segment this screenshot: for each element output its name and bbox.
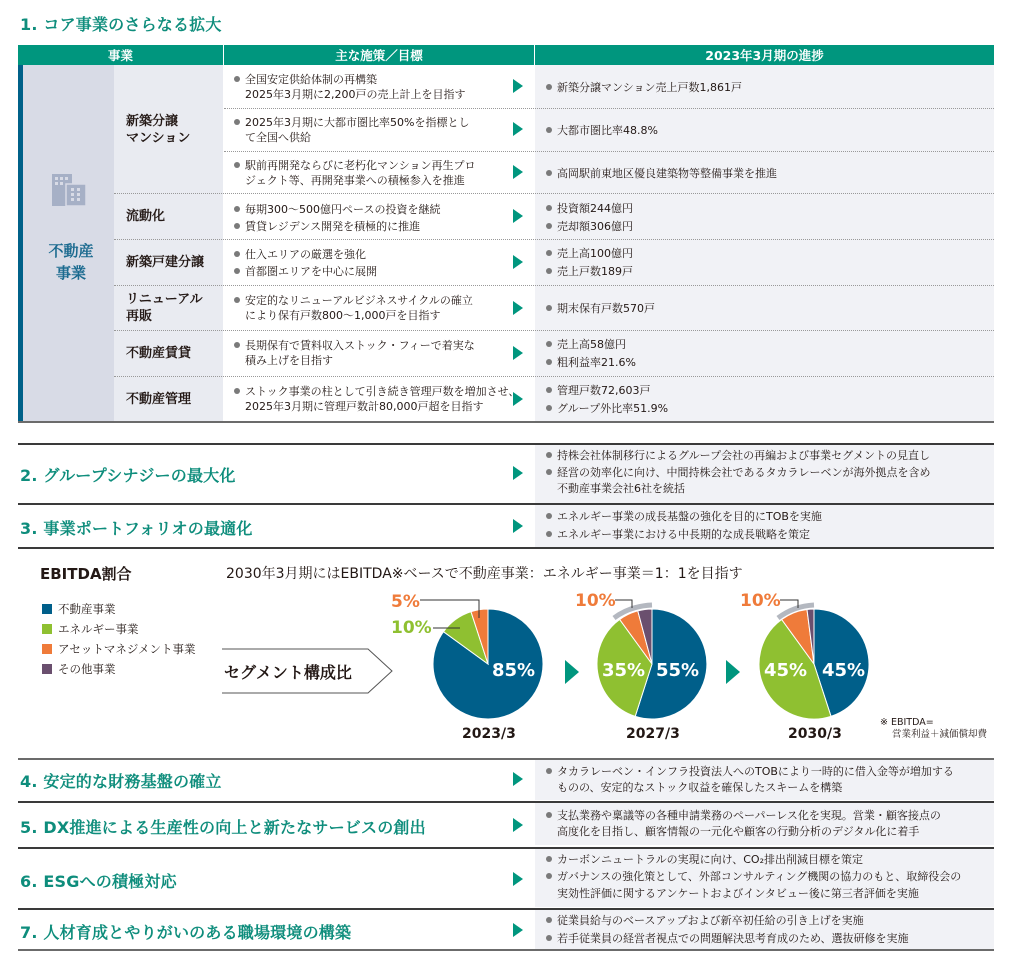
pie-label: 55% bbox=[656, 660, 700, 681]
ebitda-goal: 2030年3月期にはEBITDA※ベースで不動産事業：エネルギー事業＝1：1を目指す bbox=[226, 566, 743, 582]
header-measures: 主な施策／目標 bbox=[224, 45, 534, 65]
progress-item: 新築分譲マンション売上戸数1,861戸 bbox=[546, 80, 742, 95]
row-divider bbox=[114, 193, 994, 194]
row-divider bbox=[224, 108, 994, 109]
sub-label-liquidation: 流動化 bbox=[126, 209, 166, 224]
row-divider bbox=[114, 285, 994, 286]
legend-asset-management: アセットマネジメント事業 bbox=[42, 641, 196, 657]
progress-item: 期末保有戸数570戸 bbox=[546, 301, 655, 316]
leader-lines bbox=[777, 590, 827, 620]
row-divider bbox=[114, 330, 994, 331]
section-4-bullets: タカラレーベン・インフラ投資法人へのTOBにより一時的に借入金等が増加する ものの、安定的なストック収益を確保したスキームを構築 bbox=[546, 764, 954, 796]
arrow-right-icon bbox=[513, 923, 523, 937]
row-divider bbox=[114, 376, 994, 377]
arrow-right-icon bbox=[513, 466, 523, 480]
section-5-title: 5. DX推進による生産性の向上と新たなサービスの創出 bbox=[20, 818, 426, 837]
building-icon bbox=[52, 174, 88, 206]
arrow-right-icon bbox=[513, 818, 523, 832]
progress-item: 売上高100億円 売上戸数189戸 bbox=[546, 245, 633, 281]
pie-year-label: 2027/3 bbox=[626, 726, 680, 742]
arrow-right-icon bbox=[513, 346, 523, 360]
sub-label-detached-house: 新築戸建分譲 bbox=[126, 255, 205, 270]
measure-item: 毎期300～500億円ペースの投資を継続 賃貸レジデンス開発を積極的に推進 bbox=[234, 201, 440, 235]
arrow-right-icon bbox=[513, 255, 523, 269]
legend-real-estate: 不動産事業 bbox=[42, 601, 116, 617]
measure-item: ストック事業の柱として引き続き管理戸数を増加させ、 2025年3月期に管理戸数計80,000戸超を目指す bbox=[234, 384, 519, 414]
row-divider bbox=[114, 239, 994, 240]
measure-item: 安定的なリニューアルビジネスサイクルの確立 により保有戸数800～1,000戸を目指す bbox=[234, 293, 473, 323]
section-2-bullets: 持株会社体制移行によるグループ会社の再編および事業セグメントの見直し 経営の効率化に向け、中間持株会社であるタカラレーベンが海外拠点を含め 不動産事業会社6社を統括 bbox=[546, 448, 931, 498]
arrow-right-icon bbox=[513, 209, 523, 223]
sub-label-new-condo: 新築分譲 マンション bbox=[126, 114, 191, 146]
sub-label-management: 不動産管理 bbox=[126, 392, 192, 407]
arrow-right-icon bbox=[513, 772, 523, 786]
measure-item: 2025年3月期に大都市圏比率50%を指標とし て全国へ供給 bbox=[234, 115, 469, 145]
arrow-right-icon bbox=[513, 519, 523, 533]
pie-label: 10% bbox=[575, 591, 616, 611]
pie-year-label: 2030/3 bbox=[788, 726, 842, 742]
sub-label-leasing: 不動産賃貸 bbox=[126, 346, 192, 361]
arrow-right-icon bbox=[513, 392, 523, 406]
arrow-right-icon bbox=[513, 872, 523, 886]
pie-year-label: 2023/3 bbox=[462, 726, 516, 742]
legend-swatch bbox=[42, 644, 52, 654]
section-7-bullets: 従業員給与のベースアップおよび新卒初任給の引き上げを実施 若手従業員の経営者視点での問題解決思考育成のため、選抜研修を実施 bbox=[546, 912, 909, 948]
section-divider bbox=[18, 547, 994, 549]
ebitda-title: EBITDA割合 bbox=[40, 565, 132, 583]
measure-item: 仕入エリアの厳選を強化 首都圏エリアを中心に展開 bbox=[234, 246, 377, 280]
measure-item: 全国安定供給体制の再構築 2025年3月期に2,200戸の売上計上を目指す bbox=[234, 72, 465, 102]
measure-item: 長期保有で賃料収入ストック・フィーで着実な 積み上げを目指す bbox=[234, 338, 475, 368]
pie-label: 45% bbox=[822, 660, 866, 681]
arrow-right-icon bbox=[513, 79, 523, 93]
section-7-title: 7. 人材育成とやりがいのある職場環境の構築 bbox=[20, 923, 352, 942]
leader-lines bbox=[380, 590, 500, 650]
measure-item: 駅前再開発ならびに老朽化マンション再生プロ ジェクト等、再開発事業への積極参入を推進 bbox=[234, 158, 476, 188]
section-4-title: 4. 安定的な財務基盤の確立 bbox=[20, 772, 222, 791]
section-5-bullets: 支払業務や稟議等の各種申請業務のペーパーレス化を実現。営業・顧客接点の 高度化を目指し、顧客情報の一元化や顧客の行動分析のデジタル化に着手 bbox=[546, 808, 941, 840]
arrow-right-icon bbox=[513, 165, 523, 179]
pie-label: 35% bbox=[602, 660, 646, 681]
section-2-title: 2. グループシナジーの最大化 bbox=[20, 466, 236, 485]
progress-item: 投資額244億円 売却額306億円 bbox=[546, 200, 633, 236]
pie-label: 5% bbox=[391, 592, 420, 612]
legend-energy: エネルギー事業 bbox=[42, 621, 139, 637]
legend-other: その他事業 bbox=[42, 661, 116, 677]
pie-label: 45% bbox=[764, 660, 808, 681]
progress-item: 管理戸数72,603戸 グループ外比率51.9% bbox=[546, 382, 668, 418]
section-3-title: 3. 事業ポートフォリオの最適化 bbox=[20, 519, 253, 538]
pie-label: 85% bbox=[492, 660, 536, 681]
legend-swatch bbox=[42, 604, 52, 614]
header-business: 事業 bbox=[18, 45, 223, 65]
business-accent-bar bbox=[18, 65, 23, 422]
section-3-bullets: エネルギー事業の成長基盤の強化を目的にTOBを実施 エネルギー事業における中長期的な成長戦略を策定 bbox=[546, 508, 822, 544]
segment-ratio-label: セグメント構成比 bbox=[224, 663, 352, 682]
section-6-bullets: カーボンニュートラルの実現に向け、CO₂排出削減目標を策定 ガバナンスの強化策として、外部コンサルティング機関の協力のもと、取締役会の 実効性評価に関するアンケートおよびインタビュー後に第三者評価を実施 bbox=[546, 851, 961, 902]
pie-label: 10% bbox=[740, 591, 781, 611]
legend-swatch bbox=[42, 624, 52, 634]
legend-swatch bbox=[42, 664, 52, 674]
sub-label-renewal-resale: リニューアル 再販 bbox=[126, 292, 203, 324]
business-name: 不動産 事業 bbox=[48, 242, 94, 282]
progress-item: 大都市圏比率48.8% bbox=[546, 123, 658, 138]
table-bottom-rule bbox=[18, 421, 994, 423]
section-6-title: 6. ESGへの積極対応 bbox=[20, 872, 177, 891]
row-divider bbox=[224, 151, 994, 152]
arrow-right-icon bbox=[726, 660, 740, 684]
leader-lines bbox=[610, 590, 660, 620]
progress-item: 高岡駅前東地区優良建築物等整備事業を推進 bbox=[546, 166, 777, 181]
section-1-title: 1. コア事業のさらなる拡大 bbox=[20, 15, 222, 34]
header-progress: 2023年3月期の進捗 bbox=[535, 45, 994, 65]
arrow-right-icon bbox=[565, 660, 579, 684]
arrow-right-icon bbox=[513, 301, 523, 315]
pie-label: 10% bbox=[391, 618, 432, 638]
arrow-right-icon bbox=[513, 122, 523, 136]
ebitda-footnote: ※ EBITDA= 営業利益＋減価償却費 bbox=[880, 717, 988, 740]
section-divider bbox=[18, 949, 994, 951]
progress-item: 売上高58億円 粗利益率21.6% bbox=[546, 336, 636, 372]
